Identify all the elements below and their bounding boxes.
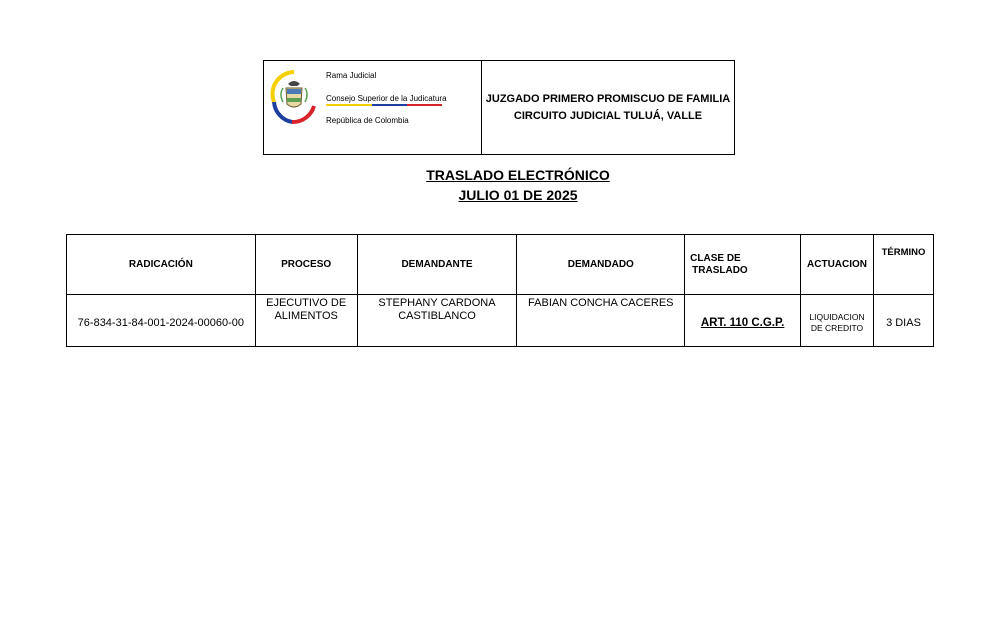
header-clase-traslado: [685, 235, 801, 295]
header-termino: TÉRMINO: [874, 235, 934, 295]
logo-text-consejo: Consejo Superior de la Judicatura: [326, 94, 447, 103]
header-actuacion: ACTUACION: [801, 235, 874, 295]
court-name: JUZGADO PRIMERO PROMISCUO DE FAMILIA: [485, 92, 731, 105]
coat-of-arms-emblem: [270, 68, 318, 128]
document-title: TRASLADO ELECTRÓNICO: [426, 167, 610, 183]
cell-clase: [685, 295, 801, 347]
header-clase-line2: TRASLADO: [692, 264, 748, 276]
cell-termino: 3 DIAS: [874, 295, 934, 347]
header-proceso: PROCESO: [255, 235, 357, 295]
cell-clase-article: ART. 110 C.G.P.: [700, 316, 785, 329]
cell-actuacion: [801, 295, 874, 347]
header-clase-line1: CLASE DE: [690, 252, 741, 264]
table-header-row: [67, 235, 934, 295]
header-demandante: DEMANDANTE: [357, 235, 517, 295]
cell-demandado: FABIAN CONCHA CACERES: [517, 295, 685, 347]
cell-actuacion-line1: LIQUIDACION: [809, 311, 865, 322]
document-date: JULIO 01 DE 2025: [458, 187, 578, 203]
logo-text-republica: República de Colombia: [326, 116, 409, 125]
header-demandado: DEMANDADO: [517, 235, 685, 295]
logo-block: [264, 61, 482, 154]
cell-proceso-line1: EJECUTIVO DE: [266, 297, 347, 309]
cell-actuacion-line2: DE CREDITO: [810, 322, 864, 333]
cell-demandante-line1: STEPHANY CARDONA: [378, 297, 496, 309]
traslado-table: [66, 234, 934, 347]
tricolor-line: [326, 104, 442, 106]
header-radicacion: RADICACIÓN: [67, 235, 256, 295]
court-name-block: [482, 61, 734, 154]
court-circuit: CIRCUITO JUDICIAL TULUÁ, VALLE: [513, 109, 703, 122]
cell-demandante-line2: CASTIBLANCO: [398, 310, 476, 322]
logo-text-rama: Rama Judicial: [326, 71, 377, 80]
cell-radicacion: 76-834-31-84-001-2024-00060-00: [67, 295, 256, 347]
table-row: [67, 295, 934, 347]
letterhead: [263, 60, 735, 155]
cell-demandante: [357, 295, 517, 347]
cell-proceso: [255, 295, 357, 347]
cell-proceso-line2: ALIMENTOS: [274, 310, 338, 322]
